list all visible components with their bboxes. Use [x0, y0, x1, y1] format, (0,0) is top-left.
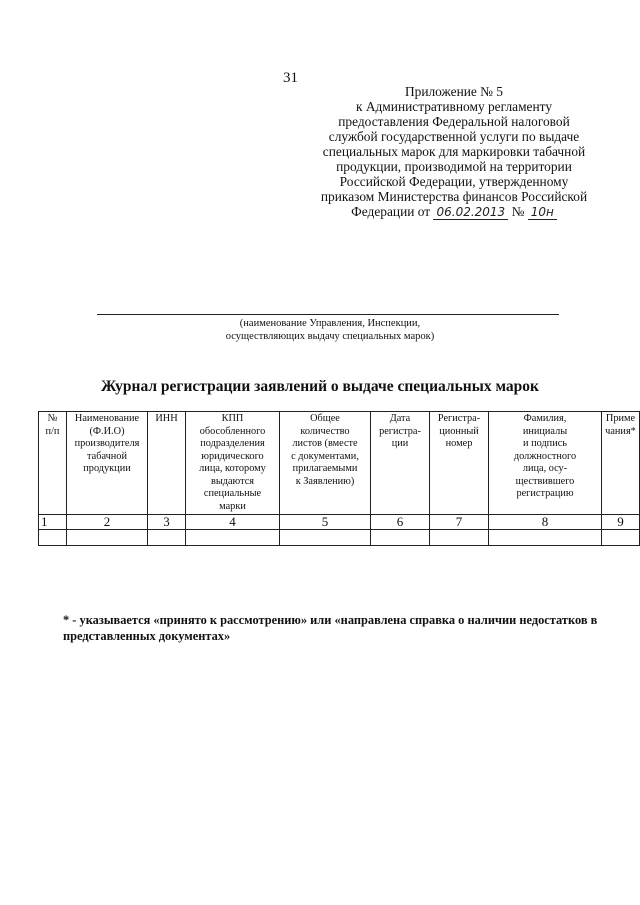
footnote: * - указывается «принято к рассмотрению» или «направлена справка о наличии недостатков в представленных документах»: [63, 613, 598, 643]
appendix-header: [308, 84, 600, 220]
number-sign: №: [511, 204, 525, 219]
appendix-line: продукции, производимой на территории: [336, 159, 572, 174]
header-cell: Фамилия, инициалы и подпись должностного лица, осу- ществившего регистрацию: [489, 412, 602, 515]
empty-cell: [67, 530, 148, 546]
column-number-cell: 7: [430, 515, 489, 530]
header-cell: КПП обособленного подразделения юридического лица, которому выдаются специальные марки: [186, 412, 280, 515]
column-number-cell: 9: [602, 515, 640, 530]
appendix-line: приказом Министерства финансов Российской: [320, 189, 588, 204]
appendix-line: предоставления Федеральной налоговой: [338, 114, 570, 129]
column-number-cell: 2: [67, 515, 148, 530]
empty-cell: [602, 530, 640, 546]
table-header-row: [39, 412, 640, 515]
appendix-date-line: [308, 204, 600, 220]
empty-cell: [430, 530, 489, 546]
organization-caption: (наименование Управления, Инспекции, осуществляющих выдачу специальных марок): [225, 318, 435, 342]
empty-cell: [280, 530, 371, 546]
column-number-row: [39, 515, 640, 530]
header-cell: Дата регистра- ции: [371, 412, 430, 515]
handwritten-order-number: 10н: [528, 206, 557, 220]
empty-cell: [371, 530, 430, 546]
organization-name-line: [97, 314, 559, 315]
appendix-line: Приложение № 5: [404, 84, 504, 99]
column-number-cell: 5: [280, 515, 371, 530]
journal-title: Журнал регистрации заявлений о выдаче специальных марок: [101, 378, 539, 395]
handwritten-date: 06.02.2013: [433, 206, 508, 220]
appendix-line: Российской Федерации, утвержденному: [339, 174, 569, 189]
column-number-cell: 6: [371, 515, 430, 530]
column-number-cell: 4: [186, 515, 280, 530]
page-number: 31: [283, 70, 298, 86]
empty-cell: [186, 530, 280, 546]
header-cell: Общее количество листов (вместе с документами, прилагаемыми к Заявлению): [280, 412, 371, 515]
empty-entry-row: [39, 530, 640, 546]
column-number-cell: 8: [489, 515, 602, 530]
registration-journal-table: [38, 411, 640, 546]
header-cell: Регистра- ционный номер: [430, 412, 489, 515]
empty-cell: [148, 530, 186, 546]
appendix-line: специальных марок для маркировки табачной: [322, 144, 586, 159]
appendix-line-prefix: Федерации от: [351, 204, 431, 219]
header-cell: ИНН: [148, 412, 186, 515]
header-cell: № п/п: [39, 412, 67, 515]
appendix-line: службой государственной услуги по выдаче: [328, 129, 580, 144]
header-cell: Приме чания*: [602, 412, 640, 515]
column-number-cell: 3: [148, 515, 186, 530]
column-number-cell: 1: [39, 515, 67, 530]
empty-cell: [489, 530, 602, 546]
appendix-line: к Административному регламенту: [355, 99, 553, 114]
header-cell: Наименование (Ф.И.О) производителя табачной продукции: [67, 412, 148, 515]
empty-cell: [39, 530, 67, 546]
